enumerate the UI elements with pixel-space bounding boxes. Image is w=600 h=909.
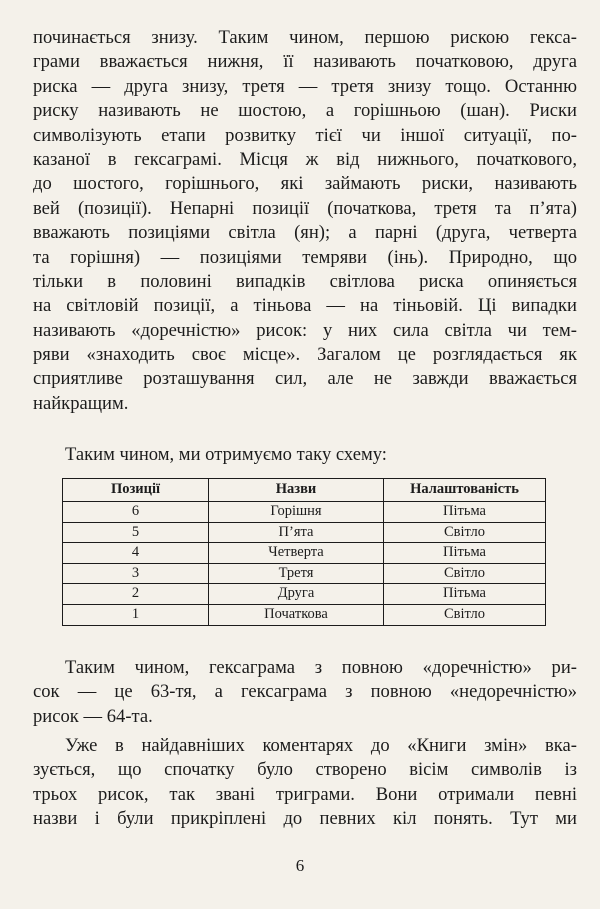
text-line: до шостого, горішнього, які займають риски, називають [33, 173, 577, 195]
table-row [63, 543, 546, 564]
text-line: та горішня) — позиціями темряви (інь). Природно, що [33, 246, 577, 268]
table-cell: Пітьма [384, 584, 546, 605]
text-line: символізують етапи розвитку тієї чи іншої ситуації, по- [33, 124, 577, 146]
table-cell: Друга [209, 584, 384, 605]
column-header: Позиції [63, 479, 209, 502]
table-cell: Світло [384, 604, 546, 625]
table-cell: 4 [63, 543, 209, 564]
text-line: ряви «знаходить своє місце». Загалом це розглядається як [33, 344, 577, 366]
table-cell: Четверта [209, 543, 384, 564]
scheme-table [62, 478, 546, 626]
table-cell: 1 [63, 604, 209, 625]
text-line: починається знизу. Таким чином, першою рискою гекса- [33, 27, 577, 48]
table-cell: Світло [384, 522, 546, 543]
table-cell: Початкова [209, 604, 384, 625]
text-line: трьох рисок, так звані триграми. Вони отримали певні [33, 783, 577, 805]
column-header: Назви [209, 479, 384, 502]
table-row [63, 604, 546, 625]
text-line: рисок — 64-та. [33, 705, 153, 727]
text-line: на світловій позиції, а тіньова — на тіньовій. Ці випадки [33, 295, 577, 317]
table-cell: Світло [384, 563, 546, 584]
table-cell: 5 [63, 522, 209, 543]
text-line: найкращим. [33, 392, 129, 414]
table-cell: 6 [63, 502, 209, 523]
paragraph-3 [33, 656, 577, 729]
text-line: вей (позиції). Непарні позиції (початкова, третя та п’ята) [33, 197, 577, 219]
table-cell: П’ята [209, 522, 384, 543]
table-cell: 3 [63, 563, 209, 584]
text-line: Таким чином, гексаграма з повною «доречністю» ри- [65, 657, 577, 678]
table-row [63, 522, 546, 543]
text-line: риску називають не шостою, а горішньою (шан). Риски [33, 100, 577, 122]
text-line: казаної в гексаграмі. Місця ж від нижнього, початкового, [33, 148, 577, 170]
column-header: Налаштованість [384, 479, 546, 502]
text-line: риска — друга знизу, третя — третя знизу тощо. Останню [33, 75, 577, 97]
table-cell: Пітьма [384, 543, 546, 564]
table-cell: Горішня [209, 502, 384, 523]
table-header-row [63, 479, 546, 502]
table-row [63, 563, 546, 584]
page-number: 6 [295, 856, 305, 875]
text-line: сок — це 63-тя, а гексаграма з повною «недоречністю» [33, 681, 577, 703]
table-cell: 2 [63, 584, 209, 605]
text-line: Уже в найдавніших коментарях до «Книги змін» вка- [65, 735, 577, 756]
paragraph-2 [33, 443, 577, 467]
table-row [63, 584, 546, 605]
table-cell: Пітьма [384, 502, 546, 523]
table-cell: Третя [209, 563, 384, 584]
paragraph-1 [33, 26, 577, 416]
text-line: сприятливе розташування сил, але не завжди вважається [33, 368, 577, 390]
text-line: Таким чином, ми отримуємо таку схему: [65, 444, 387, 465]
text-line: грами вважається нижня, її називають початковою, друга [33, 51, 577, 73]
table-row [63, 502, 546, 523]
paragraph-4 [33, 734, 577, 832]
text-line: тільки в половині випадків світлова риска опиняється [33, 270, 577, 292]
text-line: називають «доречністю» рисок: у них сила світла чи тем- [33, 319, 577, 341]
text-line: зується, що спочатку було створено вісім символів із [33, 759, 577, 781]
text-line: вважають позиціями світла (ян); а парні (друга, четверта [33, 222, 577, 244]
text-line: назви і були прикріплені до певних кіл понять. Тут ми [33, 808, 577, 830]
